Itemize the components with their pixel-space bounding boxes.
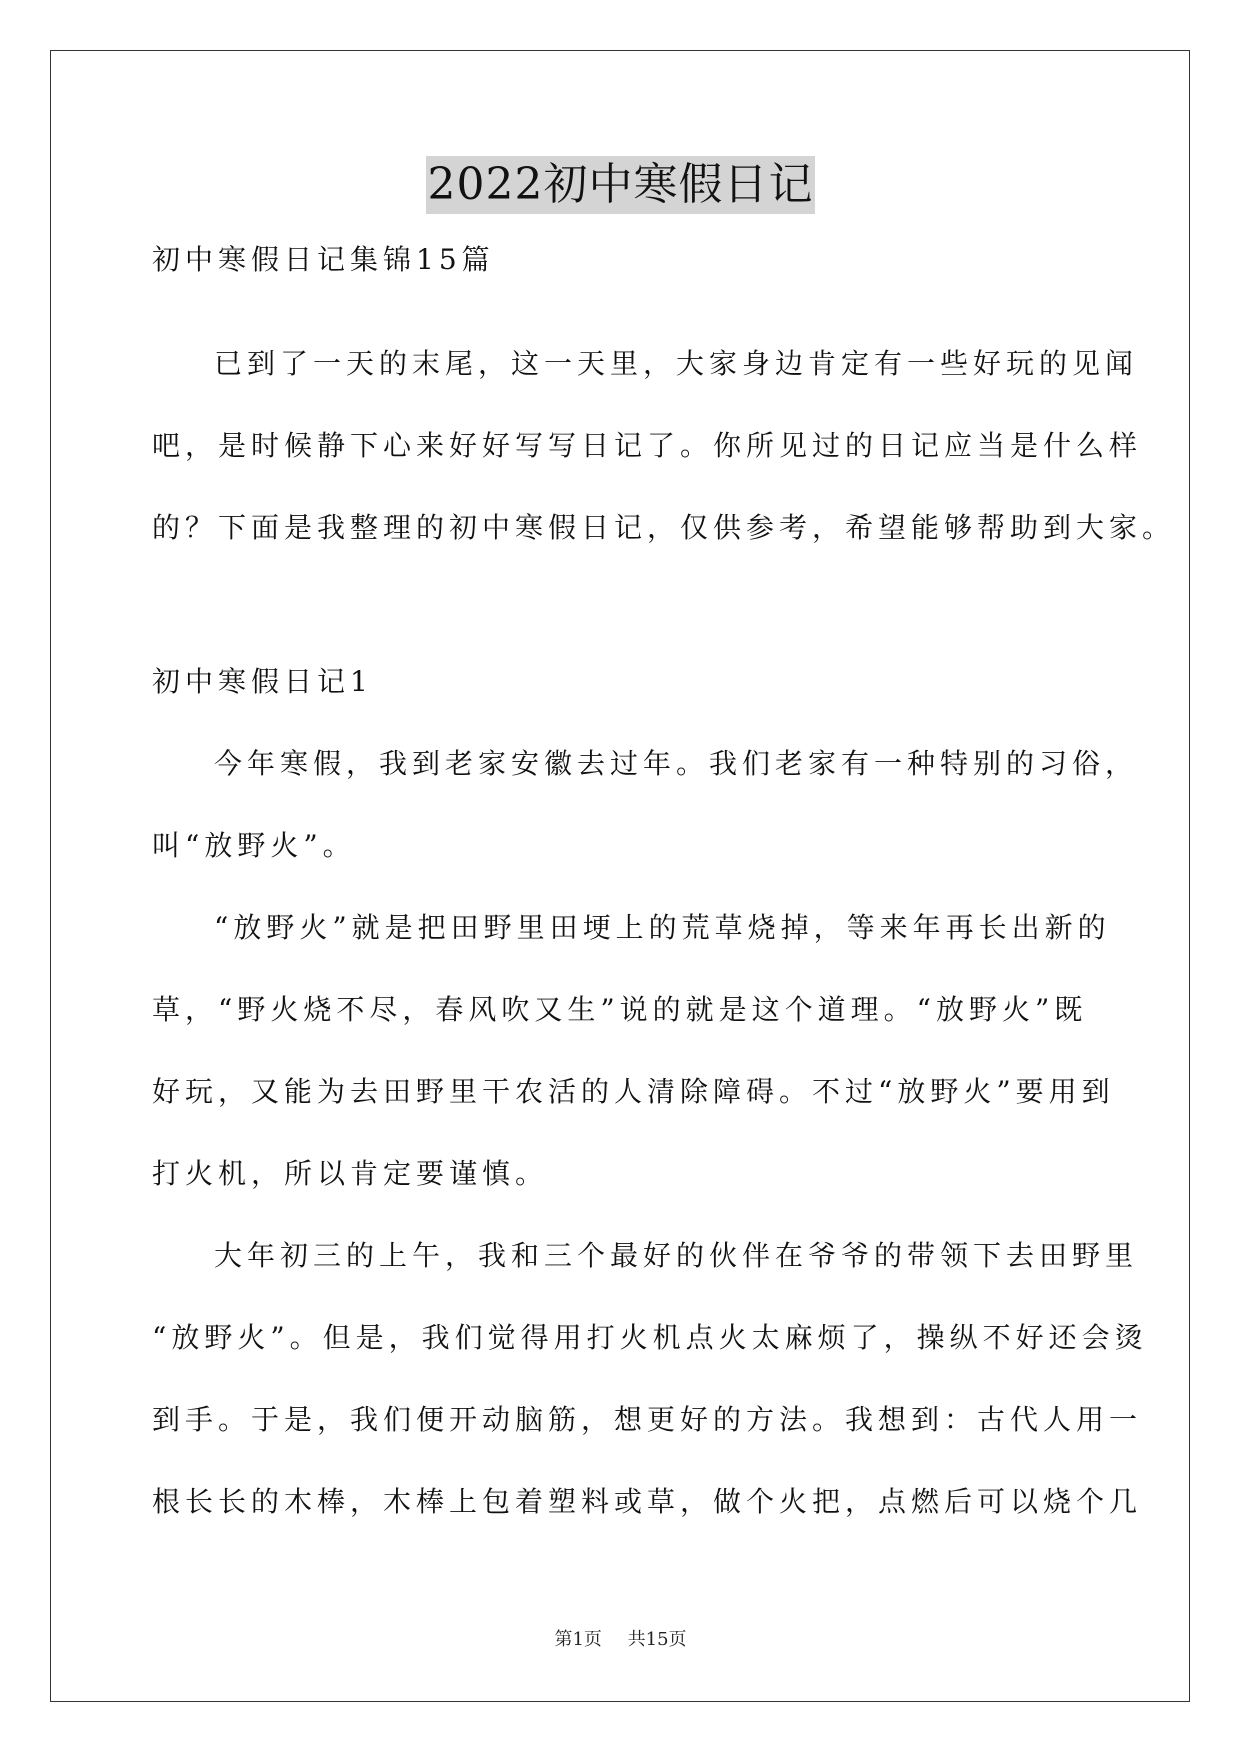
p3-line-2: “放野火”。但是，我们觉得用打火机点火太麻烦了，操纵不好还会烫	[152, 1321, 1148, 1354]
p2-line-3: 好玩，又能为去田野里干农活的人清除障碍。不过“放野火”要用到	[152, 1075, 1115, 1108]
document-title: 2022初中寒假日记	[426, 156, 816, 214]
page-number: 第1页	[554, 1629, 602, 1650]
p3-line-1: 大年初三的上午，我和三个最好的伙伴在爷爷的带领下去田野里	[214, 1239, 1139, 1272]
p2-line-1: “放野火”就是把田野里田埂上的荒草烧掉，等来年再长出新的	[214, 911, 1111, 944]
intro-line-1: 已到了一天的末尾，这一天里，大家身边肯定有一些好玩的见闻	[214, 347, 1139, 380]
p2-line-4: 打火机，所以肯定要谨慎。	[152, 1157, 549, 1190]
section-heading: 初中寒假日记1	[152, 665, 373, 698]
p1-line-1: 今年寒假，我到老家安徽去过年。我们老家有一种特别的习俗，	[214, 747, 1139, 780]
page-footer	[0, 1625, 1241, 1651]
page-border	[50, 50, 1190, 1702]
p3-line-4: 根长长的木棒，木棒上包着塑料或草，做个火把，点燃后可以烧个几	[152, 1485, 1143, 1518]
intro-line-3: 的？下面是我整理的初中寒假日记，仅供参考，希望能够帮助到大家。	[152, 511, 1176, 544]
page-total: 共15页	[627, 1629, 687, 1650]
subtitle: 初中寒假日记集锦15篇	[152, 243, 495, 276]
title-container	[0, 156, 1241, 214]
p2-line-2: 草，“野火烧不尽，春风吹又生”说的就是这个道理。“放野火”既	[152, 993, 1088, 1026]
p1-line-2: 叫“放野火”。	[152, 829, 356, 862]
p3-line-3: 到手。于是，我们便开动脑筋，想更好的方法。我想到：古代人用一	[152, 1403, 1143, 1436]
intro-line-2: 吧，是时候静下心来好好写写日记了。你所见过的日记应当是什么样	[152, 429, 1143, 462]
